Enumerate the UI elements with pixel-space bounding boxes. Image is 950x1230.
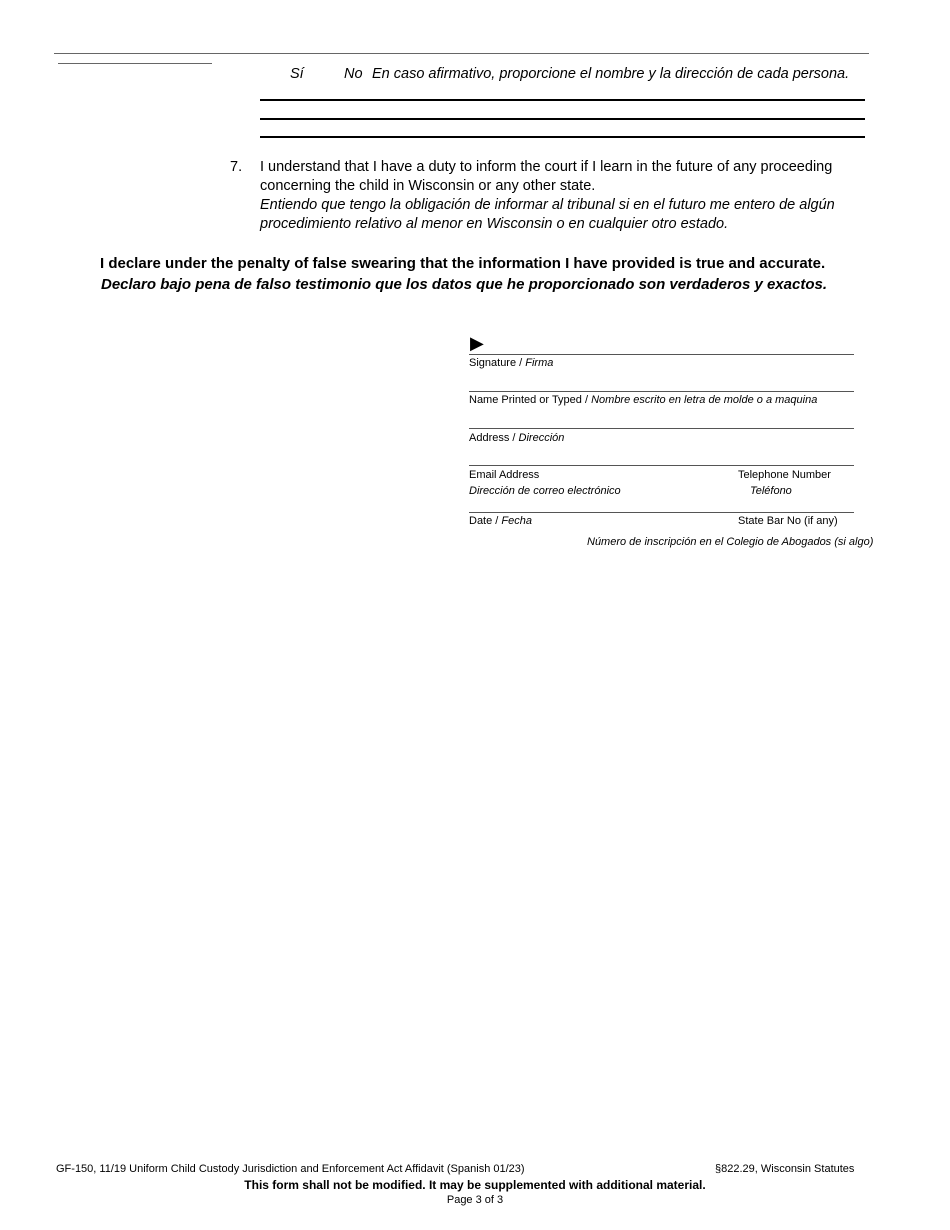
address-line[interactable] xyxy=(469,428,854,429)
phone-label-en: Telephone Number xyxy=(738,469,831,481)
name-line[interactable] xyxy=(469,391,854,392)
bar-number-label-en: State Bar No (if any) xyxy=(738,515,838,527)
date-label-es: Fecha xyxy=(501,515,532,527)
date-label-en: Date / xyxy=(469,515,502,527)
answer-line-1[interactable] xyxy=(260,99,865,101)
question7-text-en-1: I understand that I have a duty to inform the court if I learn in the future of any proceeding xyxy=(260,159,833,175)
footer-statute: §822.29, Wisconsin Statutes xyxy=(715,1163,855,1175)
address-label xyxy=(469,432,564,444)
signature-arrow-icon: ▶ xyxy=(470,333,484,353)
name-label xyxy=(469,394,817,406)
name-label-en: Name Printed or Typed / xyxy=(469,394,592,406)
date-label xyxy=(469,515,532,527)
header-short-rule xyxy=(58,63,212,64)
question7-text-es-2: procedimiento relativo al menor en Wisconsin o en cualquier otro estado. xyxy=(260,216,729,232)
question7-text xyxy=(260,158,900,234)
header-rule xyxy=(54,53,869,54)
question7-number: 7. xyxy=(230,159,243,175)
email-phone-line[interactable] xyxy=(469,465,854,466)
address-label-en: Address / xyxy=(469,432,519,444)
footer-page-number: Page 3 of 3 xyxy=(446,1194,504,1206)
email-label-es: Dirección de correo electrónico xyxy=(469,485,621,497)
address-label-es: Dirección xyxy=(518,432,565,444)
bar-number-label-es: Número de inscripción en el Colegio de Abogados (si algo) xyxy=(587,536,874,548)
signature-label-en: Signature / xyxy=(469,357,526,369)
answer-line-2[interactable] xyxy=(260,118,865,120)
question7-text-es-1: Entiendo que tengo la obligación de informar al tribunal si en el futuro me entero de algún xyxy=(260,197,835,213)
email-label-en: Email Address xyxy=(469,469,540,481)
date-bar-line[interactable] xyxy=(469,512,854,513)
answer-line-3[interactable] xyxy=(260,136,865,138)
signature-label xyxy=(469,357,553,369)
signature-line[interactable] xyxy=(469,354,854,355)
yes-option-label: Sí xyxy=(290,66,304,82)
no-option-label: No xyxy=(344,66,363,82)
declaration-es: Declaro bajo pena de falso testimonio que los datos que he proporcionado son verdaderos y exactos. xyxy=(101,276,827,293)
name-label-es: Nombre escrito en letra de molde o a maquina xyxy=(591,394,818,406)
declaration-en: I declare under the penalty of false swearing that the information I have provided is true and accurate. xyxy=(100,255,826,272)
question6-prompt: En caso afirmativo, proporcione el nombre y la dirección de cada persona. xyxy=(372,66,850,82)
footer-notice: This form shall not be modified. It may be supplemented with additional material. xyxy=(244,1178,706,1192)
question7-text-en-2: concerning the child in Wisconsin or any other state. xyxy=(260,178,596,194)
footer-form-id: GF-150, 11/19 Uniform Child Custody Jurisdiction and Enforcement Act Affidavit (Spanish 01/23) xyxy=(56,1163,525,1175)
signature-label-es: Firma xyxy=(525,357,554,369)
phone-label-es: Teléfono xyxy=(750,485,792,497)
